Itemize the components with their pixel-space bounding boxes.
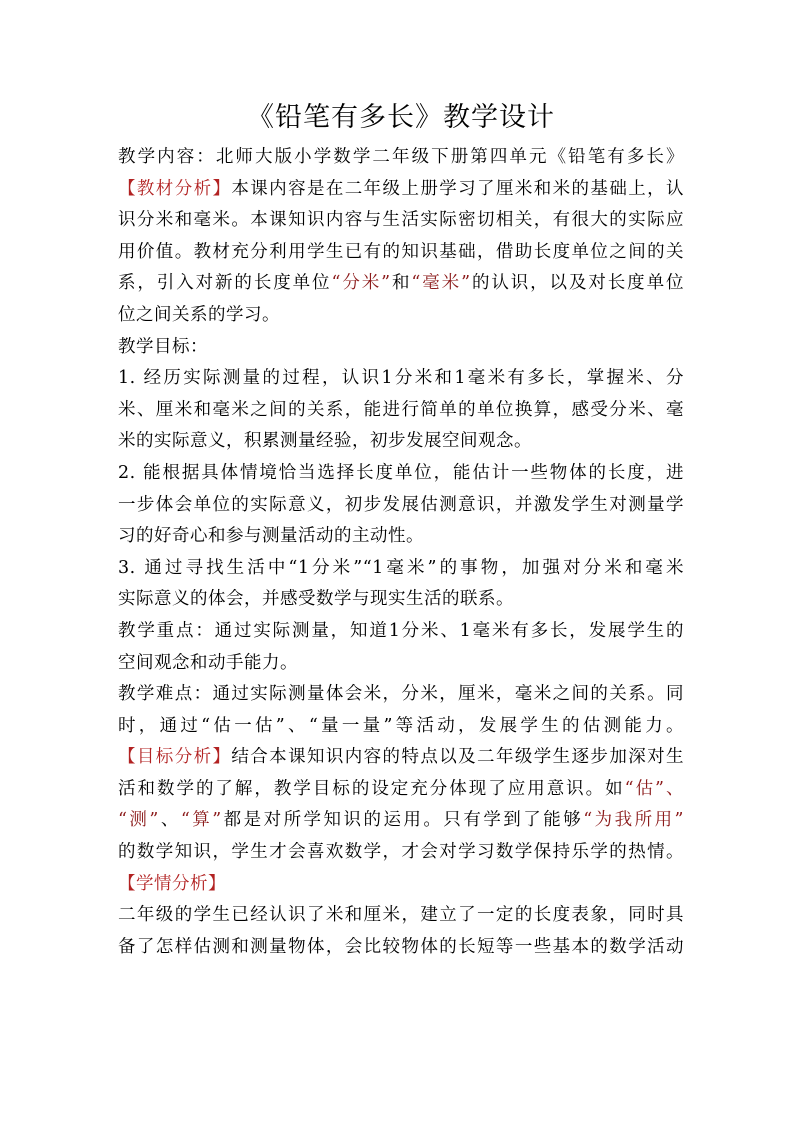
material-analysis-line-4 [118, 268, 684, 300]
text-span: 结合本课知识内容的特点以及二年级学生逐步加深对生 [231, 747, 685, 768]
text-span: 都是对所学知识的运用。只有学到了能够 [221, 810, 584, 831]
material-analysis-label: 【教材分析】 [118, 178, 232, 199]
material-analysis-line-1 [118, 174, 684, 206]
target-analysis-line-3 [118, 805, 684, 837]
text-span: 和 [390, 273, 412, 294]
goal-1-line-1: 1. 经历实际测量的过程，认识1分米和1毫米有多长，掌握米、分 [118, 368, 684, 389]
goal-1-line-2: 米、厘米和毫米之间的关系，能进行简单的单位换算，感受分米、毫 [118, 399, 684, 420]
target-analysis-line-1 [118, 742, 684, 774]
material-analysis-text: 本课内容是在二年级上册学习了厘米和米的基础上，认 [231, 178, 685, 199]
goal-3-line-2: 实际意义的体会，并感受数学与现实生活的联系。 [118, 589, 514, 610]
teaching-content: 教学内容：北师大版小学数学二年级下册第四单元《铅笔有多长》 [118, 147, 684, 167]
term-decimeter: “分米” [331, 273, 391, 294]
term-measure: “测” [118, 810, 159, 831]
term-calculate: “算” [180, 810, 222, 831]
goal-2-line-2: 一步体会单位的实际意义，初步发展估测意识，并激发学生对测量学 [118, 494, 684, 515]
text-span: 系，引入对新的长度单位 [118, 273, 332, 294]
student-analysis-label: 【学情分析】 [118, 873, 226, 894]
term-estimate: “估”、 [624, 778, 684, 799]
target-analysis-label: 【目标分析】 [118, 747, 232, 768]
text-span: 活和数学的了解，教学目标的设定充分体现了应用意识。如 [118, 778, 625, 799]
goals-heading: 教学目标： [118, 336, 208, 357]
document-page [118, 98, 684, 963]
material-analysis-line-2: 识分米和毫米。本课知识内容与生活实际密切相关，有很大的实际应 [118, 210, 684, 231]
text-span: 的认识，以及对长度单位 [470, 273, 684, 294]
goal-1-line-3: 米的实际意义，积累测量经验，初步发展空间观念。 [118, 431, 532, 452]
target-analysis-line-2 [118, 774, 684, 806]
document-title: 《铅笔有多长》教学设计 [247, 102, 555, 133]
term-for-my-use: “为我所用” [583, 810, 684, 831]
goal-2-line-3: 习的好奇心和参与测量活动的主动性。 [118, 526, 424, 547]
material-analysis-line-5: 位之间关系的学习。 [118, 304, 280, 325]
difficulty-line-2: 时，通过“估一估”、“量一量”等活动，发展学生的估测能力。 [118, 715, 684, 736]
key-point-line-1: 教学重点：通过实际测量，知道1分米、1毫米有多长，发展学生的 [118, 620, 684, 641]
student-analysis-line-1: 二年级的学生已经认识了米和厘米，建立了一定的长度表象，同时具 [118, 905, 684, 926]
goal-3-line-1: 3. 通过寻找生活中“1分米”“1毫米”的事物，加强对分米和毫米 [118, 557, 684, 578]
term-millimeter: “毫米” [411, 273, 471, 294]
key-point-line-2: 空间观念和动手能力。 [118, 652, 298, 673]
goal-2-line-1: 2. 能根据具体情境恰当选择长度单位，能估计一些物体的长度，进 [118, 462, 684, 483]
material-analysis-line-3: 用价值。教材充分利用学生已有的知识基础，借助长度单位之间的关 [118, 241, 684, 262]
student-analysis-line-2: 备了怎样估测和测量物体，会比较物体的长短等一些基本的数学活动 [118, 936, 684, 957]
difficulty-line-1: 教学难点：通过实际测量体会米，分米，厘米，毫米之间的关系。同 [118, 684, 684, 705]
text-span: 、 [158, 810, 181, 831]
target-analysis-line-4: 的数学知识，学生才会喜欢数学，才会对学习数学保持乐学的热情。 [118, 842, 684, 863]
